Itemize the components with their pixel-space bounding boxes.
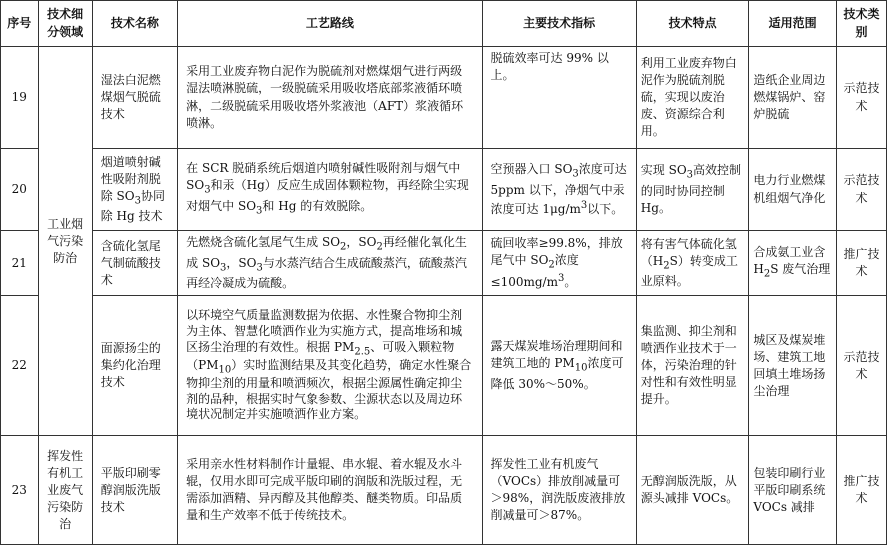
tech-feature: 集监测、抑尘剂和喷洒作业技术于一体，污染治理的针对性和有效性明显提升。 <box>636 296 749 436</box>
header-name: 技术名称 <box>92 1 177 47</box>
tech-indicator: 挥发性工业有机废气（VOCs）排放削减量可＞98%，润洗版废液排放削减量可＞87%。 <box>482 436 636 545</box>
header-process: 工艺路线 <box>178 1 482 47</box>
tech-feature: 将有害气体硫化氢$(H_2S)$转变成工业原料。 <box>636 231 749 296</box>
tech-category: 示范技术 <box>836 149 886 231</box>
tech-name: 面源扬尘的集约化治理技术 <box>92 296 177 436</box>
header-category: 技术类别 <box>836 1 886 47</box>
domain-flue-gas: 工业烟气污染防治 <box>38 47 92 436</box>
process-route: 采用工业废弃物白泥作为脱硫剂对燃煤烟气进行两级湿法喷淋脱硫，一级脱硫采用吸收塔底部浆液循环喷淋，二级脱硫采用吸收塔外浆液池（AFT）浆液循环喷淋。 <box>178 47 482 149</box>
tech-indicator: 空预器入口 $SO_3$浓度可达 5ppm 以下，净烟气中汞浓度可达 $1\mu g/m^3$以下。 <box>482 149 636 231</box>
row-seq: 22 <box>1 296 39 436</box>
tech-name: 湿法白泥燃煤烟气脱硫技术 <box>92 47 177 149</box>
tech-scope: 城区及煤炭堆场、建筑工地回填土堆场扬尘治理 <box>749 296 837 436</box>
tech-scope: 合成氨工业含 $H_2S$ 废气治理 <box>749 231 837 296</box>
tech-feature: 无醇润版洗版，从源头减排 VOCs。 <box>636 436 749 545</box>
header-row <box>1 1 887 47</box>
tech-name: 烟道喷射碱性吸附剂脱除 $SO_3$协同除 Hg 技术 <box>92 149 177 231</box>
process-route: 在 SCR 脱硝系统后烟道内喷射碱性吸附剂与烟气中 $SO_3$和汞（Hg）反应生成固体颗粒物，再经除尘实现对烟气中 $SO_3$和 Hg 的有效脱除。 <box>178 149 482 231</box>
process-route: 以环境空气质量监测数据为依据、水性聚合物抑尘剂为主体、智慧化喷洒作业为实施方式，提高堆场和城区扬尘治理的有效性。根据 $PM_{2.5}$、可吸入颗粒物$(PM_{10})$实时监测结果及其变化趋势，确定水性聚合物抑尘剂的用量和喷洒频次，根据尘源属性确定抑尘剂的品种，根据实时气象参数、尘源状态以及周边环境状况制定并实施喷洒作业方案。 <box>178 296 482 436</box>
tech-feature: 实现 $SO_3$高效控制的同时协同控制 Hg。 <box>636 149 749 231</box>
tech-category: 推广技术 <box>836 231 886 296</box>
tech-feature: 利用工业废弃物白泥作为脱硫剂脱硫，实现以废治废、资源综合利用。 <box>636 47 749 149</box>
table-row <box>1 47 887 149</box>
process-route: 先燃烧含硫化氢尾气生成 $SO_2$，$SO_2$再经催化氧化生成 $SO_3$，$SO_3$与水蒸汽结合生成硫酸蒸汽，硫酸蒸汽再经冷凝成为硫酸。 <box>178 231 482 296</box>
tech-name: 含硫化氢尾气制硫酸技术 <box>92 231 177 296</box>
row-seq: 21 <box>1 231 39 296</box>
tech-category: 示范技术 <box>836 296 886 436</box>
tech-category: 示范技术 <box>836 47 886 149</box>
tech-indicator: 脱硫效率可达 99% 以上。 <box>482 47 636 149</box>
tech-scope: 电力行业燃煤机组烟气净化 <box>749 149 837 231</box>
header-scope: 适用范围 <box>749 1 837 47</box>
header-domain: 技术细分领域 <box>38 1 92 47</box>
tech-scope: 造纸企业周边燃煤锅炉、窑炉脱硫 <box>749 47 837 149</box>
process-route: 采用亲水性材料制作计量辊、串水辊、着水辊及水斗辊，仅用水即可完成平版印刷的润版和洗版过程，无需添加酒精、异丙醇及其他醇类、醚类物质。印品质量和生产效率不低于传统技术。 <box>178 436 482 545</box>
row-seq: 23 <box>1 436 39 545</box>
header-feature: 技术特点 <box>636 1 749 47</box>
tech-scope: 包装印刷行业平版印刷系统 VOCs 减排 <box>749 436 837 545</box>
tech-category: 推广技术 <box>836 436 886 545</box>
table-row <box>1 231 887 296</box>
tech-indicator: 硫回收率≥99.8%，排放尾气中 $SO_2$浓度$\le 100mg/m^3$。 <box>482 231 636 296</box>
table-row <box>1 296 887 436</box>
row-seq: 20 <box>1 149 39 231</box>
row-seq: 19 <box>1 47 39 149</box>
tech-indicator: 露天煤炭堆场治理期间和建筑工地的 $PM_{10}$浓度可降低 30%～50%。 <box>482 296 636 436</box>
header-indicator: 主要技术指标 <box>482 1 636 47</box>
table-row <box>1 436 887 545</box>
domain-voc: 挥发性有机工业废气污染防治 <box>38 436 92 545</box>
tech-name: 平版印刷零醇润版洗版技术 <box>92 436 177 545</box>
header-seq: 序号 <box>1 1 39 47</box>
table-row <box>1 149 887 231</box>
